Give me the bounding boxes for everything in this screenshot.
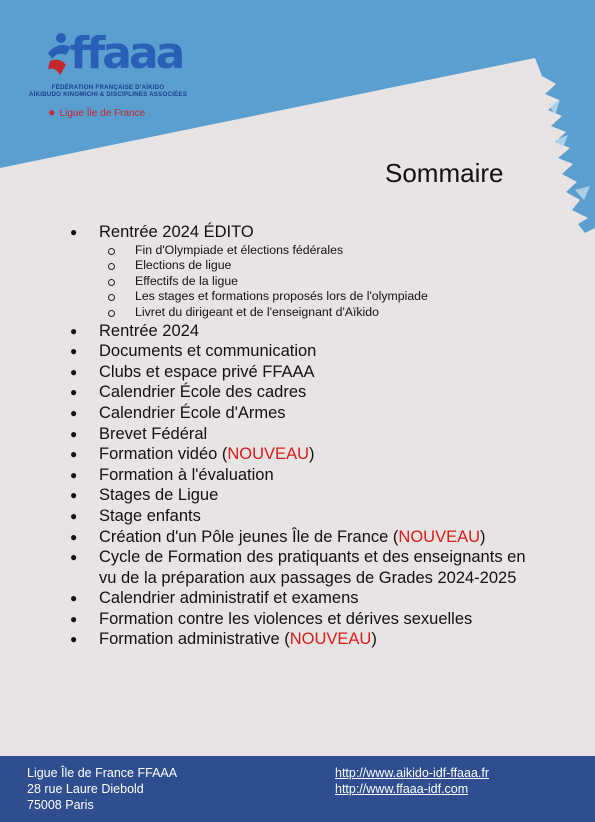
toc-item (74, 629, 574, 650)
page-title: Sommaire (385, 158, 504, 188)
toc-item: ● Formation à l'évaluation (74, 465, 574, 486)
toc-item (74, 547, 574, 588)
logo-ligue-text: Ligue Île de France (59, 108, 146, 119)
toc-item: ● Rentrée 2024 (74, 321, 574, 342)
toc-item: ● Documents et communication (74, 341, 574, 362)
footer-street: 28 rue Laure Diebold (27, 782, 144, 796)
new-badge: NOUVEAU (227, 445, 309, 464)
toc-item: ● Stage enfants (74, 506, 574, 527)
footer-city: 75008 Paris (27, 798, 94, 812)
toc-item: ● Brevet Fédéral (74, 424, 574, 445)
footer-address (27, 765, 177, 813)
logo-federation-line: FÉDÉRATION FRANÇAISE D'AÏKIDO (51, 84, 165, 91)
logo-wordmark: ffaaa (70, 28, 183, 79)
toc-item: ● Stages de Ligue (74, 485, 574, 506)
toc-subitem: Effectifs de la ligue (99, 274, 574, 290)
toc-item: ● Calendrier École des cadres (74, 382, 574, 403)
logo-disciplines-line: AÏKIBUDO KINOMICHI & DISCIPLINES ASSOCIÉES (28, 91, 188, 98)
toc-item-label: Formation vidéo ( (99, 445, 228, 464)
star-icon: ✸ (48, 108, 56, 118)
toc-subitem: Fin d'Olympiade et élections fédérales (99, 243, 574, 259)
toc-item-line: Cycle de Formation des pratiquants et des enseignants en (99, 548, 526, 567)
toc-subitem: Livret du dirigeant et de l'enseignant d'Aïkido (99, 305, 574, 321)
ffaaa-logo (18, 28, 198, 128)
toc-item: ● Formation contre les violences et dérives sexuelles (74, 609, 574, 630)
new-badge: NOUVEAU (289, 630, 372, 649)
toc-item (74, 222, 574, 321)
footer (0, 756, 595, 822)
footer-org: Ligue Île de France FFAAA (27, 766, 178, 780)
toc-subitem: Les stages et formations proposés lors de l'olympiade (99, 289, 574, 305)
toc-item-label: Rentrée 2024 ÉDITO (99, 223, 254, 241)
new-badge: NOUVEAU (398, 527, 481, 546)
toc-item: ● Clubs et espace privé FFAAA (74, 362, 574, 383)
toc-item-label: Création d'un Pôle jeunes Île de France ( (99, 527, 399, 546)
toc-item: ● Calendrier administratif et examens (74, 588, 574, 609)
footer-link-aikido-idf[interactable]: http://www.aikido-idf-ffaaa.fr (335, 766, 490, 780)
toc-item-line: vu de la préparation aux passages de Grades 2024-2025 (99, 568, 517, 587)
toc-paren: ) (309, 445, 315, 464)
toc-item: ● Calendrier École d'Armes (74, 403, 574, 424)
toc-paren: ) (371, 630, 377, 649)
logo-ligue (48, 108, 145, 119)
toc-paren: ) (480, 527, 486, 546)
table-of-contents (74, 222, 574, 650)
footer-link-ffaaa-idf[interactable]: http://www.ffaaa-idf.com (335, 782, 469, 796)
toc-item (74, 444, 574, 465)
toc-subitem: Elections de ligue (99, 258, 574, 274)
footer-links (335, 765, 489, 797)
toc-subitems (99, 243, 574, 321)
toc-item (74, 527, 574, 548)
toc-item-label: Formation administrative ( (99, 630, 290, 649)
